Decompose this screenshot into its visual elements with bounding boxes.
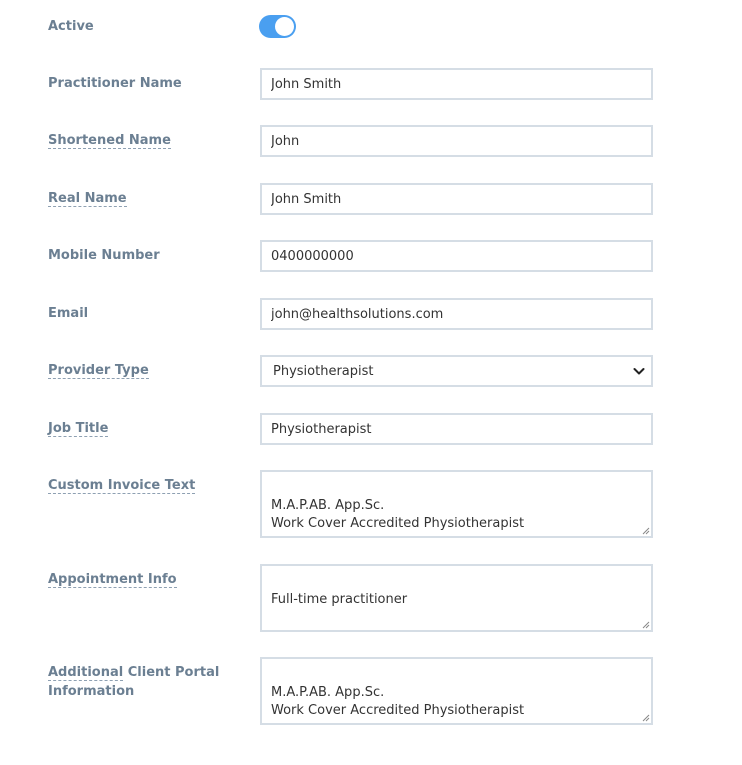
custom-invoice-text-label[interactable]: Custom Invoice Text: [48, 478, 196, 493]
shortened-name-label[interactable]: Shortened Name: [48, 133, 171, 148]
real-name-input[interactable]: [260, 183, 653, 215]
resize-grip-icon[interactable]: [641, 620, 650, 629]
appointment-info-value: Full-time practitioner: [271, 592, 408, 607]
real-name-label-wrapper: [48, 189, 127, 208]
additional-client-portal-information-label-wrapper: [48, 663, 223, 701]
custom-invoice-text-label-wrapper: [48, 476, 195, 495]
provider-type-select[interactable]: [260, 355, 653, 387]
additional-client-portal-information-label-line2: Information: [48, 684, 135, 699]
provider-type-label-wrapper: [48, 361, 149, 380]
job-title-label-wrapper: [48, 419, 108, 438]
email-label: Email: [48, 306, 89, 321]
chevron-down-icon: [631, 363, 647, 379]
appointment-info-label-wrapper: [48, 570, 177, 589]
custom-invoice-text-value: M.A.P.AB. App.Sc. Work Cover Accredited Physiotherapist: [271, 498, 525, 531]
practitioner-name-input[interactable]: [260, 68, 653, 100]
resize-grip-icon[interactable]: [641, 713, 650, 722]
additional-client-portal-information-value: M.A.P.AB. App.Sc. Work Cover Accredited Physiotherapist: [271, 685, 525, 718]
shortened-name-input[interactable]: [260, 125, 653, 157]
job-title-input[interactable]: [260, 413, 653, 445]
practitioner-name-label: Practitioner Name: [48, 76, 182, 91]
job-title-label[interactable]: Job Title: [48, 421, 109, 436]
active-toggle[interactable]: [259, 15, 296, 38]
additional-client-portal-information-textarea[interactable]: [260, 657, 653, 725]
real-name-label[interactable]: Real Name: [48, 191, 127, 206]
resize-grip-icon[interactable]: [641, 526, 650, 535]
appointment-info-textarea[interactable]: [260, 564, 653, 632]
active-label: Active: [48, 19, 94, 34]
mobile-number-input[interactable]: [260, 240, 653, 272]
additional-client-portal-information-label[interactable]: Additional: [48, 665, 124, 680]
shortened-name-label-wrapper: [48, 131, 171, 150]
appointment-info-label[interactable]: Appointment Info: [48, 572, 177, 587]
toggle-knob: [275, 17, 294, 36]
provider-type-label[interactable]: Provider Type: [48, 363, 149, 378]
provider-type-selected-value: Physiotherapist: [273, 363, 374, 379]
custom-invoice-text-textarea[interactable]: [260, 470, 653, 538]
mobile-number-label: Mobile Number: [48, 248, 160, 263]
additional-client-portal-information-label-rest: Client Portal: [123, 665, 220, 680]
email-input[interactable]: [260, 298, 653, 330]
